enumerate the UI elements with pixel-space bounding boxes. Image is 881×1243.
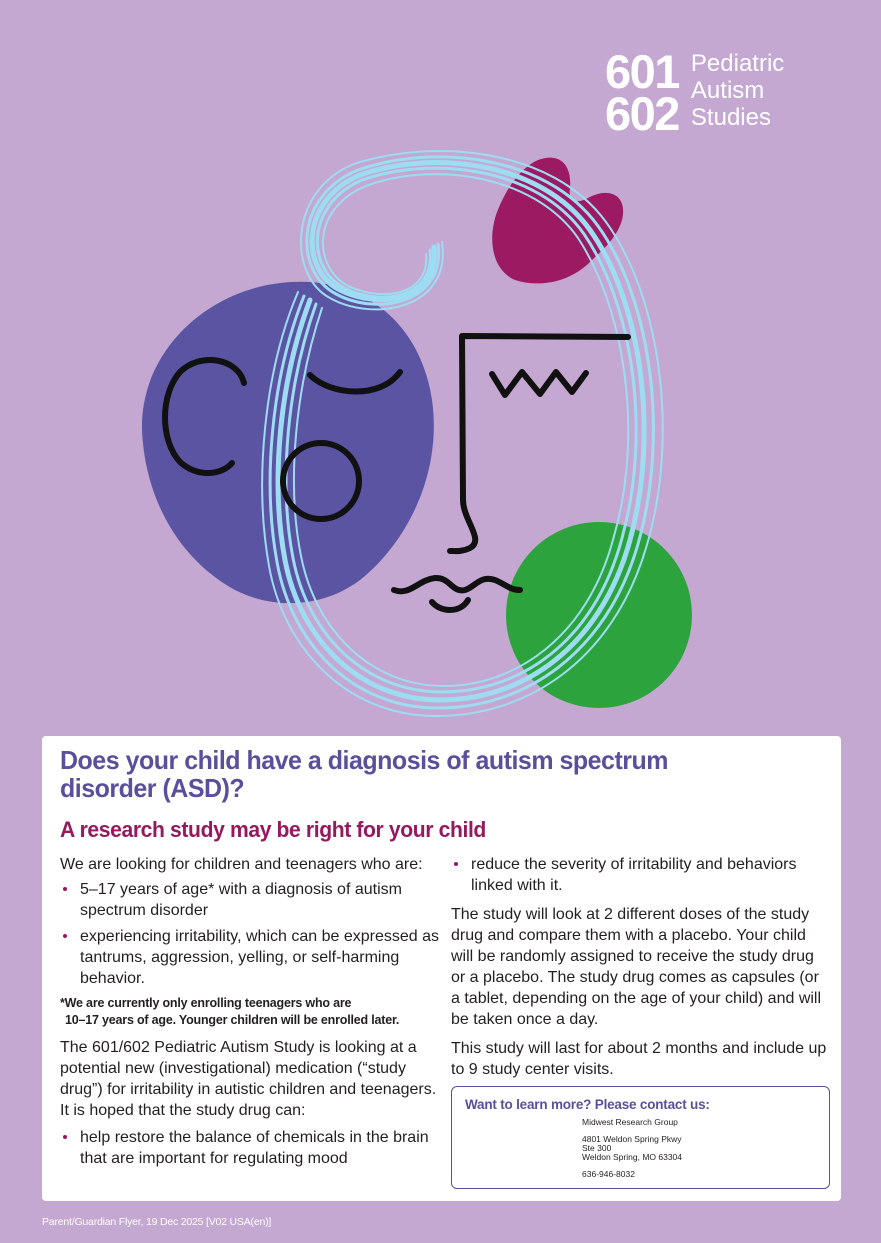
eligibility-intro: We are looking for children and teenagers who are:: [60, 856, 423, 873]
duration-description: This study will last for about 2 months and include up to 9 study center visits.: [451, 1040, 827, 1078]
contact-address-line-2: Ste 300: [582, 1143, 612, 1153]
contact-phone[interactable]: 636-946-8032: [582, 1169, 635, 1179]
brow-nose-line: [450, 336, 628, 551]
study-logo: [605, 45, 785, 140]
study-hope-item: reduce the severity of irritability and behaviors linked with it.: [451, 854, 831, 896]
info-card: [42, 736, 841, 1201]
study-numbers: [605, 45, 679, 140]
page-subtitle: A research study may be right for your child: [60, 817, 486, 842]
lip-line: [432, 600, 468, 610]
eligibility-item: experiencing irritability, which can be expressed as tantrums, aggression, yelling, or self-harming behavior.: [60, 926, 445, 989]
enrollment-note-line-1: *We are currently only enrolling teenagers who are: [60, 996, 352, 1010]
study-hope-item: help restore the balance of chemicals in the brain that are important for regulating mood: [60, 1127, 445, 1169]
eligibility-item: 5–17 years of age* with a diagnosis of autism spectrum disorder: [60, 879, 445, 921]
contact-org: Midwest Research Group: [582, 1117, 678, 1127]
contact-address-line-1: 4801 Weldon Spring Pkwy: [582, 1134, 682, 1144]
enrollment-note-line-2: 10–17 years of age. Younger children will be enrolled later.: [65, 1013, 400, 1027]
contact-box: [451, 1086, 830, 1189]
study-name-line-3: Studies: [690, 104, 771, 131]
contact-title: Want to learn more? Please contact us:: [465, 1097, 710, 1112]
study-name-line-1: Pediatric: [690, 50, 785, 77]
study-description: The 601/602 Pediatric Autism Study is looking at a potential new (investigational) medication (“study drug”) for irritability in autistic children and teenagers. It is hoped that the study drug can:: [60, 1039, 437, 1119]
page-title: Does your child have a diagnosis of autism spectrum disorder (ASD)?: [60, 745, 669, 803]
study-name-line-2: Autism: [690, 77, 765, 104]
doses-description: The study will look at 2 different doses of the study drug and compare them with a placebo. Your child will be randomly assigned to receive the study drug or a placebo. The study drug comes as capsules (or a tablet, depending on the age of your child) and will be taken once a day.: [451, 906, 822, 1028]
study-hopes-list: [60, 1127, 445, 1169]
study-name: [691, 50, 784, 131]
footer-version: Parent/Guardian Flyer, 19 Dec 2025 [V02 USA(en)]: [42, 1216, 272, 1228]
left-column: [60, 854, 445, 1175]
study-number-601: 601: [605, 45, 679, 98]
mouth-line: [394, 578, 520, 591]
study-hopes-list-cont: [451, 854, 831, 896]
study-number-602: 602: [605, 87, 679, 140]
eligibility-list: [60, 879, 445, 989]
right-column: [451, 854, 831, 1084]
contact-info: [582, 1118, 682, 1179]
contact-address-line-3: Weldon Spring, MO 63304: [582, 1152, 683, 1162]
eyelash-line: [492, 372, 586, 395]
enrollment-note: [60, 995, 445, 1029]
